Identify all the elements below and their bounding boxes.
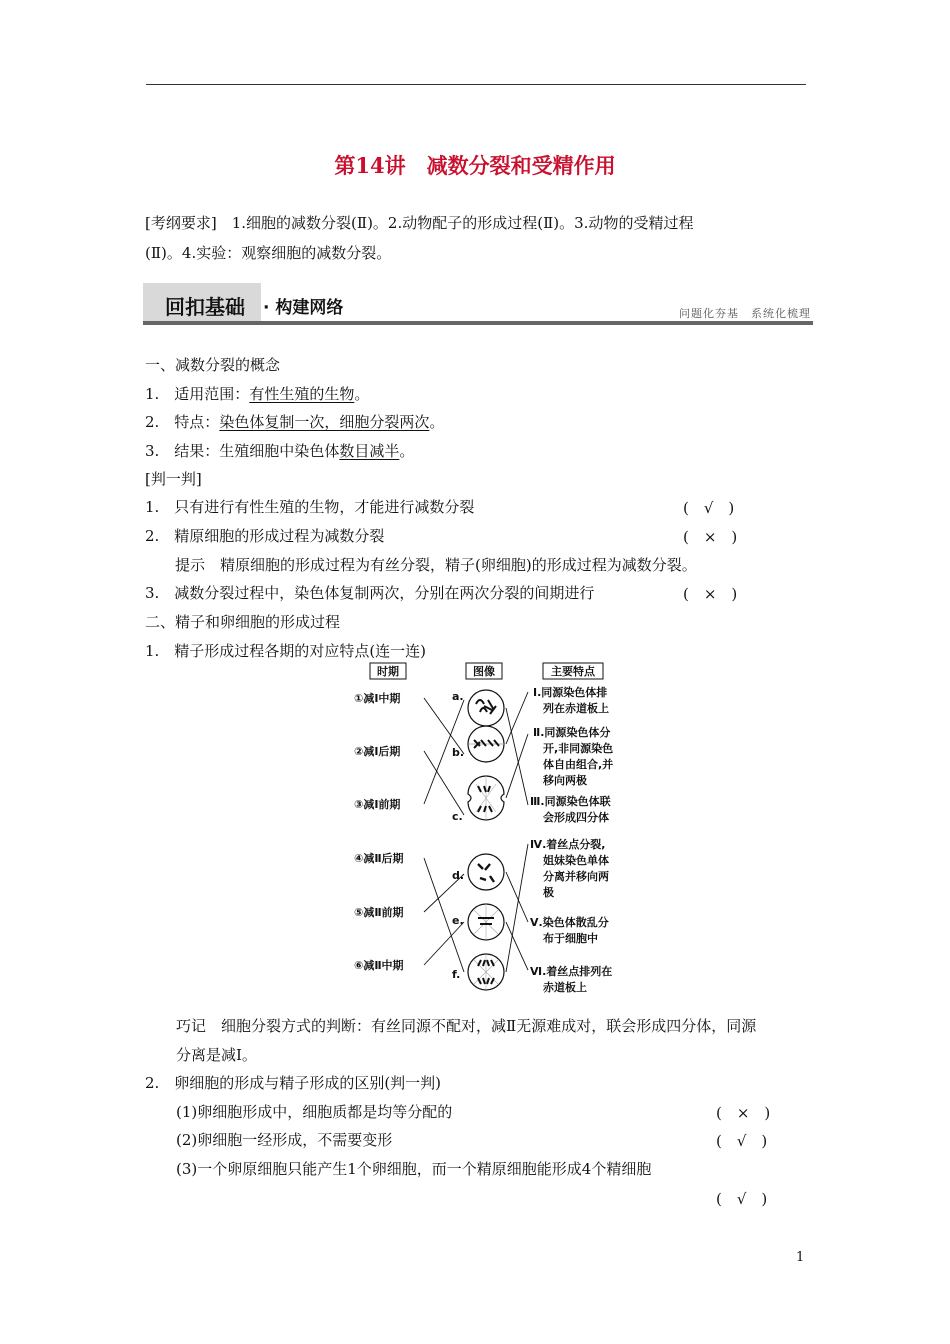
item2-label: 2. 特点： [145,413,220,431]
feature-4-line3: 分离并移向两 [543,870,609,883]
feature-2-line2: 开,非同源染色 [543,742,614,755]
cell-image-f [468,954,504,990]
feature-4-line1: Ⅳ.着丝点分裂, [530,838,606,851]
cell-image-e [468,904,504,940]
section-header-subtitle: · 构建网络 [263,298,344,318]
period-6: ⑥减Ⅱ中期 [354,959,404,972]
feature-6-line1: Ⅵ.着丝点排列在 [530,965,613,978]
item3-answer: 数目减半 [339,442,400,460]
image-label-a: a. [452,690,464,703]
cell-image-a [468,690,504,726]
image-label-f: f. [452,968,461,981]
feature-5-line2: 布于细胞中 [543,932,598,945]
item2-answer: 染色体复制一次，细胞分裂两次 [219,413,430,431]
feature-1-line2: 列在赤道板上 [543,702,609,715]
period-image-connectors [424,698,464,972]
image-label-b: b. [452,746,465,759]
part1-heading: 一、减数分裂的概念 [145,356,281,374]
cell-image-b [468,726,504,762]
part2-item1: 1. 精子形成过程各期的对应特点(连一连) [145,642,427,660]
feature-3 [530,794,611,824]
feature-2-line4: 移向两极 [543,774,587,787]
item2-end: 。 [429,413,445,431]
section-header-bar [143,321,813,325]
image-feature-connectors [506,692,528,972]
judge-mark-1: ( √ ) [683,499,735,517]
header-rule [146,84,806,85]
part2-heading: 二、精子和卵细胞的形成过程 [145,613,341,631]
feature-3-line1: Ⅲ.同源染色体联 [530,795,611,808]
part1-item1 [145,384,369,404]
judge-item-2: 2. 精原细胞的形成过程为减数分裂 [145,527,385,545]
section-header-title: 回扣基础 [165,295,245,319]
matching-diagram [340,660,640,1005]
item3-end: 。 [399,442,415,460]
col-header-period: 时期 [377,665,399,678]
cell-image-d [468,854,504,890]
item1-end: 。 [354,385,370,403]
feature-6 [530,964,612,994]
tip-line2: 分离是减Ⅰ。 [176,1046,257,1064]
page-number: 1 [796,1250,805,1265]
item1-label: 1. 适用范围： [145,385,250,403]
feature-5 [530,915,609,945]
part2-item2: 2. 卵细胞的形成与精子形成的区别(判一判) [145,1074,442,1092]
section-header-tagline: 问题化夯基 系统化梳理 [679,307,811,320]
judge-label: [判一判] [145,470,202,488]
col-header-feature: 主要特点 [551,665,595,678]
statement-2: (2)卵细胞一经形成，不需要变形 [176,1131,393,1149]
feature-6-line2: 赤道板上 [543,981,587,994]
statement-3: (3)一个卵原细胞只能产生1个卵细胞，而一个精原细胞能形成4个精细胞 [176,1160,652,1178]
feature-4 [530,837,609,899]
section-header [143,283,813,325]
statement-1: (1)卵细胞形成中，细胞质都是均等分配的 [176,1103,453,1121]
period-5: ⑤减Ⅱ前期 [354,906,404,919]
cell-image-c [468,776,504,820]
feature-4-line2: 姐妹染色单体 [543,854,609,867]
item1-answer: 有性生殖的生物 [249,385,355,403]
part1-item3 [145,441,414,461]
feature-4-line4: 极 [543,886,554,899]
exam-requirements-line2: (Ⅱ)。4.实验：观察细胞的减数分裂。 [145,244,392,262]
feature-2-line3: 体自由组合,并 [543,758,614,771]
feature-3-line2: 会形成四分体 [543,811,609,824]
item3-label: 3. 结果：生殖细胞中染色体 [145,442,340,460]
judge-item-3: 3. 减数分裂过程中，染色体复制两次，分别在两次分裂的间期进行 [145,584,595,602]
image-label-e: e. [452,914,464,927]
judge-mark-3: ( × ) [683,585,738,603]
exam-requirements-line1: [考纲要求] 1.细胞的减数分裂(Ⅱ)。2.动物配子的形成过程(Ⅱ)。3.动物的受精过程 [145,214,694,232]
image-label-c: c. [452,810,463,823]
tip-line1: 巧记 细胞分裂方式的判断：有丝同源不配对，减Ⅱ无源难成对，联会形成四分体，同源 [176,1017,757,1035]
period-1: ①减Ⅰ中期 [354,692,401,705]
statement-mark-1: ( × ) [716,1104,771,1122]
statement-mark-3: ( √ ) [716,1190,768,1208]
statement-mark-2: ( √ ) [716,1132,768,1150]
col-header-image: 图像 [473,665,495,678]
image-label-d: d. [452,869,465,882]
period-4: ④减Ⅱ后期 [354,852,404,865]
feature-1 [533,685,609,715]
period-2: ②减Ⅰ后期 [354,745,401,758]
page-title: 第14讲 减数分裂和受精作用 [334,153,616,178]
feature-1-line1: Ⅰ.同源染色体排 [533,686,608,699]
feature-2 [533,725,613,787]
period-3: ③减Ⅰ前期 [354,798,401,811]
feature-5-line1: Ⅴ.染色体散乱分 [530,916,609,929]
hint-text: 提示 精原细胞的形成过程为有丝分裂，精子(卵细胞)的形成过程为减数分裂。 [175,556,697,574]
feature-2-line1: Ⅱ.同源染色体分 [533,726,611,739]
judge-item-1: 1. 只有进行有性生殖的生物，才能进行减数分裂 [145,498,475,516]
judge-mark-2: ( × ) [683,528,738,546]
part1-item2 [145,412,444,432]
